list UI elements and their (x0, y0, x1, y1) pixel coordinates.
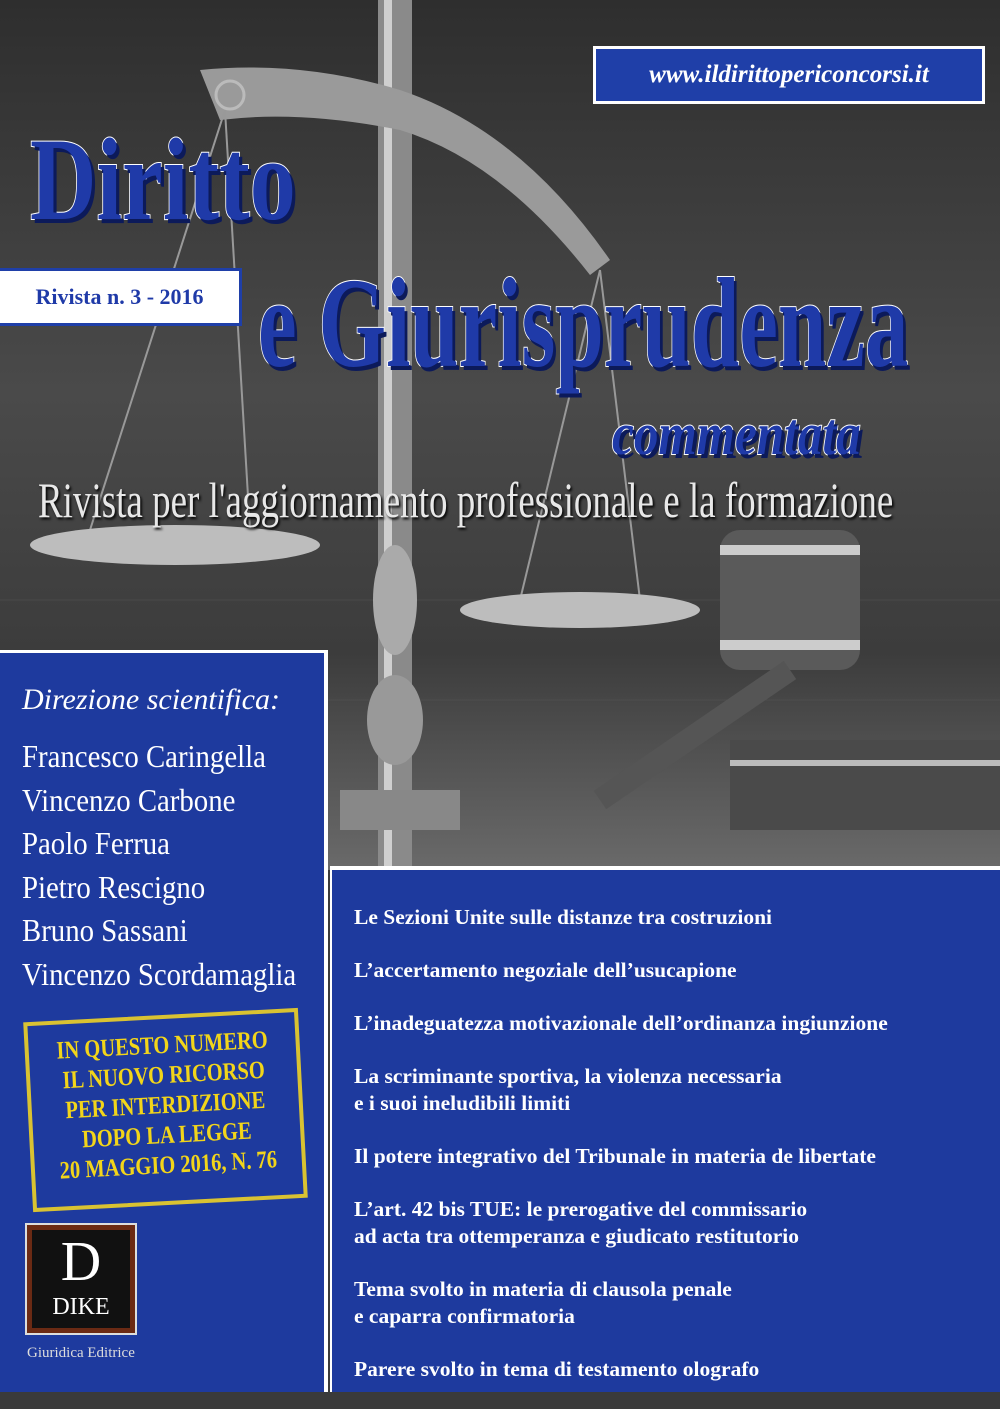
title-line-1: Diritto (30, 114, 296, 245)
website-url: www.ildirittopericoncorsi.it (649, 61, 929, 88)
highlight-stamp (23, 1008, 308, 1212)
logo-name: DIKE (52, 1294, 110, 1321)
topic-item (354, 1356, 888, 1383)
topic-item (354, 1063, 888, 1117)
issue-box (0, 268, 242, 326)
topic-item (354, 957, 888, 984)
topic-line: Parere svolto in tema di testamento olografo (354, 1357, 760, 1381)
director-name: Pietro Rescigno (22, 868, 206, 905)
stamp-line: IN QUESTO NUMERO (55, 1026, 269, 1065)
website-url-box (593, 46, 985, 104)
title-line-2: e Giurisprudenza (258, 252, 909, 394)
director-name: Paolo Ferrua (22, 825, 170, 861)
topic-line: e i suoi ineludibili limiti (354, 1091, 571, 1115)
topic-item (354, 1196, 888, 1250)
title-line-3: commentata (612, 401, 861, 467)
topic-item (354, 1010, 888, 1037)
topic-item (354, 904, 888, 931)
director-name: Francesco Caringella (22, 738, 266, 774)
topics-panel (330, 866, 1000, 1392)
direction-label: Direzione scientifica: (22, 683, 280, 716)
director-name: Vincenzo Carbone (22, 781, 236, 818)
topic-item (354, 1276, 888, 1330)
stamp-line: 20 MAGGIO 2016, N. 76 (59, 1146, 278, 1185)
director-name: Vincenzo Scordamaglia (22, 955, 297, 992)
topic-line: Le Sezioni Unite sulle distanze tra costruzioni (354, 905, 773, 929)
topic-item (354, 1143, 888, 1170)
logo-letter: D (60, 1231, 102, 1293)
names-list (22, 735, 296, 996)
topic-line: e caparra confirmatoria (354, 1304, 575, 1328)
topic-line: Il potere integrativo del Tribunale in materia de libertate (354, 1144, 876, 1168)
publisher-tagline: Giuridica Editrice (27, 1345, 135, 1361)
topic-line: La scriminante sportiva, la violenza necessaria (354, 1064, 782, 1088)
dike-logo (25, 1223, 137, 1335)
topic-line: ad acta tra ottemperanza e giudicato restitutorio (354, 1224, 800, 1248)
subtitle: Rivista per l'aggiornamento professionale e la formazione (38, 472, 894, 528)
issue-number: Rivista n. 3 - 2016 (35, 284, 204, 309)
stamp-line: PER INTERDIZIONE (64, 1086, 266, 1125)
topic-line: L’art. 42 bis TUE: le prerogative del commissario (354, 1197, 808, 1221)
director-name: Bruno Sassani (22, 912, 188, 948)
stamp-line: DOPO LA LEGGE (81, 1117, 253, 1154)
topic-line: Tema svolto in materia di clausola penale (354, 1277, 732, 1301)
topic-line: L’accertamento negoziale dell’usucapione (354, 958, 737, 982)
stamp-line: IL NUOVO RICORSO (61, 1056, 266, 1095)
topic-line: L’inadeguatezza motivazionale dell’ordinanza ingiunzione (354, 1011, 888, 1035)
direction-panel (0, 650, 328, 1392)
